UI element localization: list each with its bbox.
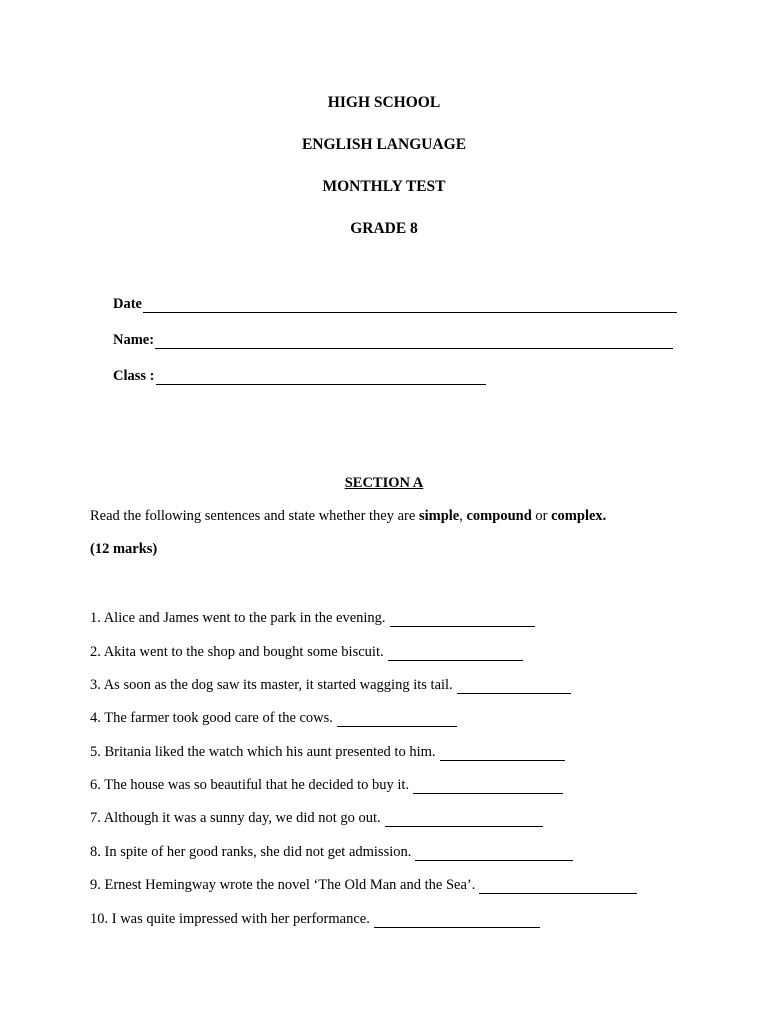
section-a-title: SECTION A [344, 475, 424, 491]
question-item [90, 677, 571, 694]
question-item [90, 911, 540, 928]
question-item [90, 877, 637, 894]
test-title: MONTHLY TEST [322, 178, 446, 195]
instruction-sep-2: or [531, 508, 552, 524]
instruction-text: Read the following sentences and state whether they are [90, 508, 419, 524]
answer-blank[interactable] [413, 779, 563, 794]
date-label: Date [113, 296, 142, 312]
question-text: 9. Ernest Hemingway wrote the novel ‘The Old Man and the Sea’. [90, 877, 476, 893]
question-text: 10. I was quite impressed with her performance. [90, 911, 370, 927]
class-label: Class : [113, 368, 155, 384]
question-text: 1. Alice and James went to the park in the evening. [90, 610, 386, 626]
answer-blank[interactable] [385, 812, 543, 827]
answer-blank[interactable] [440, 746, 565, 761]
question-text: 4. The farmer took good care of the cows. [90, 710, 333, 726]
answer-blank[interactable] [415, 846, 573, 861]
option-complex: complex. [551, 508, 607, 524]
answer-blank[interactable] [390, 612, 535, 627]
answer-blank[interactable] [337, 712, 457, 727]
question-item [90, 810, 543, 827]
section-a-marks: (12 marks) [90, 541, 158, 557]
name-label: Name: [113, 332, 155, 348]
name-field[interactable] [113, 332, 673, 349]
instruction-sep-1: , [459, 508, 467, 524]
question-text: 5. Britania liked the watch which his aunt presented to him. [90, 744, 436, 760]
option-compound: compound [466, 508, 532, 524]
section-a-instruction [90, 508, 606, 525]
question-item [90, 644, 523, 661]
question-item [90, 710, 457, 727]
question-text: 8. In spite of her good ranks, she did not get admission. [90, 844, 412, 860]
question-item [90, 777, 563, 794]
answer-blank[interactable] [457, 679, 571, 694]
answer-blank[interactable] [374, 913, 540, 928]
question-item [90, 844, 573, 861]
date-blank[interactable] [143, 296, 677, 313]
name-blank[interactable] [155, 332, 673, 349]
question-item [90, 744, 565, 761]
date-field[interactable] [113, 296, 677, 313]
answer-blank[interactable] [388, 646, 523, 661]
grade-title: GRADE 8 [350, 220, 418, 237]
class-field[interactable] [113, 368, 486, 385]
answer-blank[interactable] [479, 879, 637, 894]
question-item [90, 610, 535, 627]
subject-title: ENGLISH LANGUAGE [301, 136, 467, 153]
question-text: 2. Akita went to the shop and bought some biscuit. [90, 644, 384, 660]
class-blank[interactable] [156, 368, 486, 385]
school-title: HIGH SCHOOL [327, 94, 441, 111]
question-text: 7. Although it was a sunny day, we did not go out. [90, 810, 381, 826]
option-simple: simple [418, 508, 460, 524]
question-text: 3. As soon as the dog saw its master, it started wagging its tail. [90, 677, 453, 693]
question-text: 6. The house was so beautiful that he decided to buy it. [90, 777, 410, 793]
